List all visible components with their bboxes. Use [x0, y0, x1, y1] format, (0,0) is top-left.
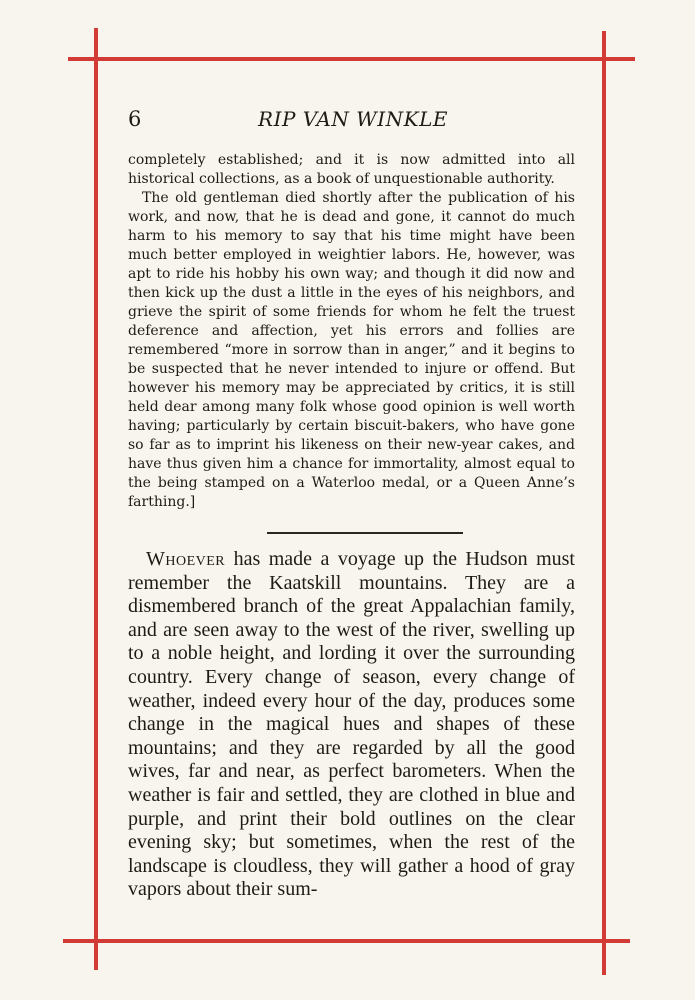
main-text [128, 548, 575, 902]
frame-line-left [94, 28, 98, 970]
frame-line-bottom [63, 939, 630, 943]
running-title: RIP VAN WINKLE [258, 107, 448, 131]
frame-line-right [602, 31, 606, 975]
frame-line-top [68, 57, 635, 61]
page-header [128, 105, 578, 133]
main-paragraph [128, 548, 575, 902]
preface-text [128, 151, 575, 512]
preface-paragraph: The old gentleman died shortly after the publication of his work, and now, that he is dead and gone, it cannot do much harm to his memory to say that his time might have been much better employed in weightier labors. He, however, was apt to ride his hobby his own way; and though it did now and then kick up the dust a little in the eyes of his neighbors, and grieve the spirit of some friends for whom he felt the truest deference and affection, yet his errors and follies are remembered “more in sorrow than in anger,” and it begins to be suspected that he never intended to injure or offend. But however his memory may be appreciated by critics, it is still held dear among many folk whose good opinion is well worth having; particularly by certain biscuit-bakers, who have gone so far as to imprint his likeness on their new-year cakes, and have thus given him a chance for immortality, almost equal to the being stamped on a Waterloo medal, or a Queen Anne’s farthing.] [128, 190, 575, 510]
preface-paragraph: completely established; and it is now admitted into all historical collections, as a book of unquestionable authority. [128, 152, 575, 187]
main-paragraph-body: has made a voyage up the Hudson must remember the Kaatskill mountains. They are a dismembered branch of the great Appalachian family, and are seen away to the west of the river, swelling up to a noble height, and lording it over the surrounding country. Every change of season, every change of weather, indeed every hour of the day, produces some change in the magical hues and shapes of these mountains; and they are regarded by all the good wives, far and near, as perfect barometers. When the weather is fair and settled, they are clothed in blue and purple, and print their bold outlines on the clear evening sky; but sometimes, when the rest of the landscape is cloudless, they will gather a hood of gray vapors about their sum- [128, 548, 575, 901]
section-separator [267, 532, 463, 534]
page-number: 6 [128, 107, 142, 131]
lead-word: Whoever [146, 548, 226, 570]
